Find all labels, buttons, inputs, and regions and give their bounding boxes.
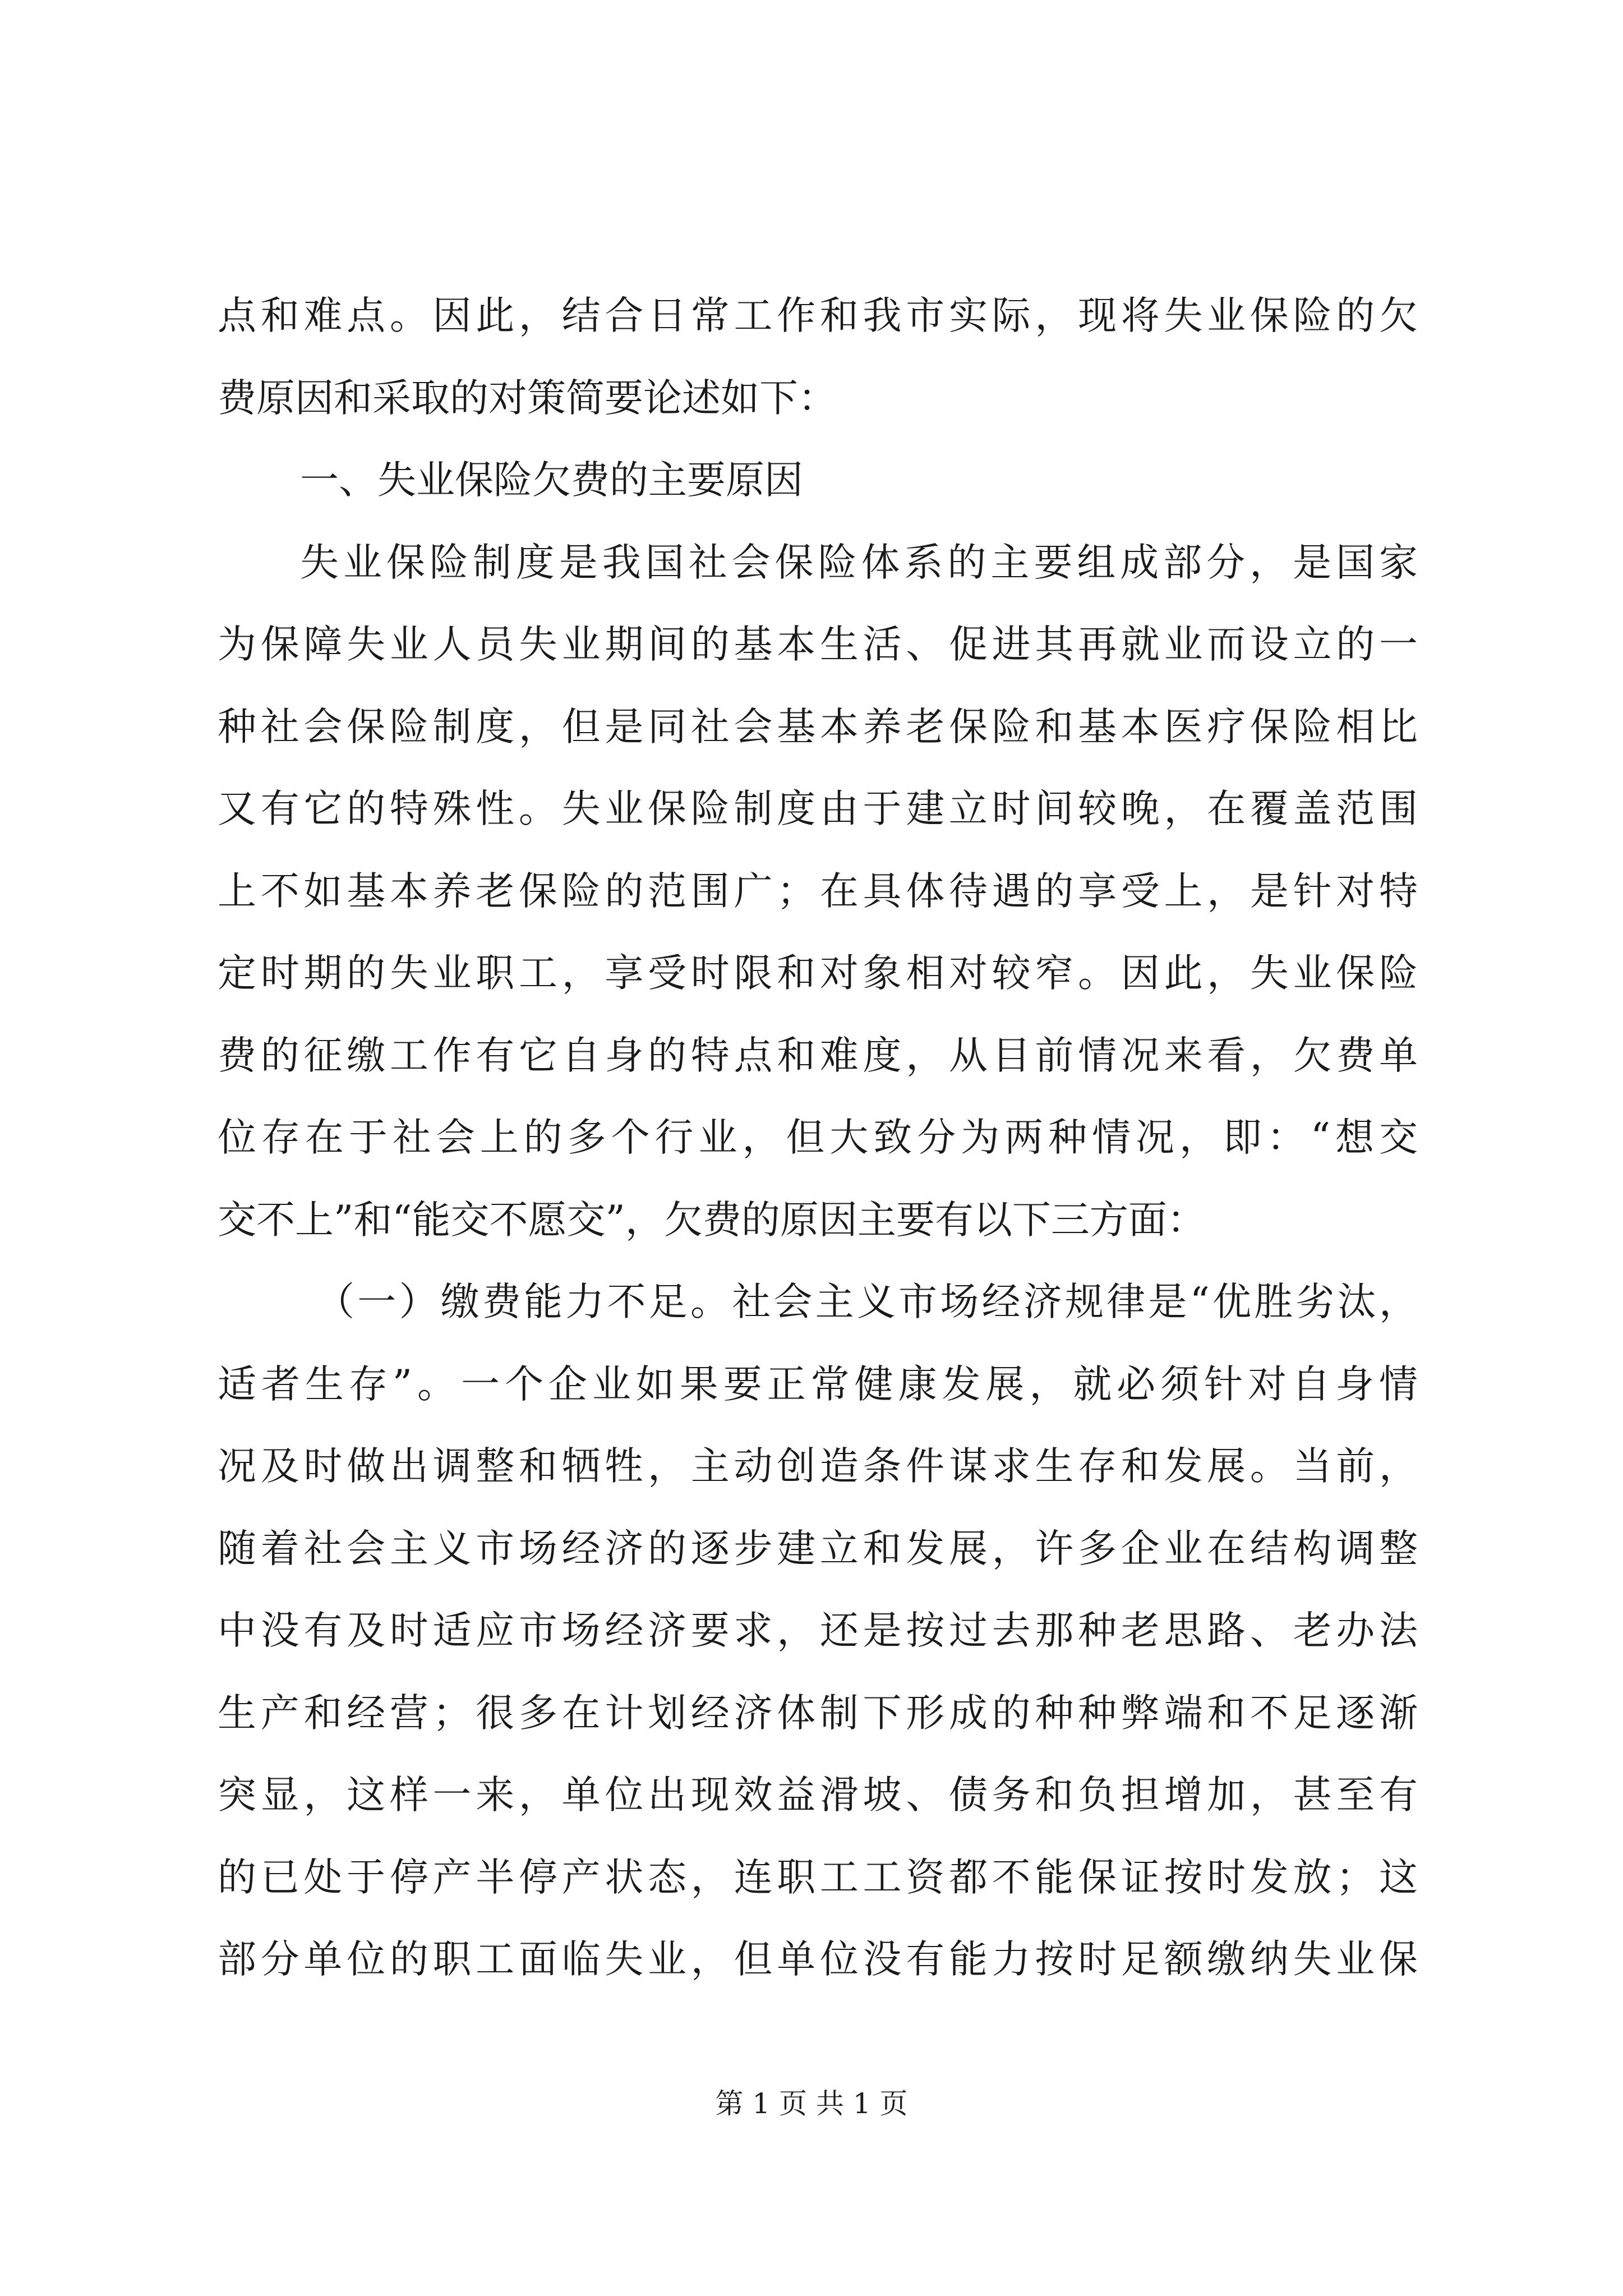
section-heading: 一、失业保险欠费的主要原因 — [300, 458, 803, 503]
paragraph-line: 又有它的特殊性。失业保险制度由于建立时间较晚，在覆盖范围 — [218, 786, 1418, 831]
paragraph-line: 费原因和采取的对策简要论述如下： — [218, 375, 837, 421]
paragraph-line: 部分单位的职工面临失业，但单位没有能力按时足额缴纳失业保 — [218, 1937, 1418, 1982]
paragraph-line: 定时期的失业职工，享受时限和对象相对较窄。因此，失业保险 — [218, 951, 1418, 996]
paragraph-line: 交不上”和“能交不愿交”，欠费的原因主要有以下三方面： — [218, 1197, 1206, 1243]
document-body — [218, 275, 1418, 2001]
paragraph-line: 适者生存”。一个企业如果要正常健康发展，就必须针对自身情 — [218, 1361, 1418, 1407]
paragraph-line: （一）缴费能力不足。社会主义市场经济规律是“优胜劣汰， — [316, 1280, 1418, 1324]
paragraph-line: 的已处于停产半停产状态，连职工工资都不能保证按时发放；这 — [218, 1855, 1418, 1900]
paragraph-line: 为保障失业人员失业期间的基本生活、促进其再就业而设立的一 — [218, 622, 1418, 667]
page-number-footer: 第 1 页 共 1 页 — [715, 2087, 908, 2120]
paragraph-line: 中没有及时适应市场经济要求，还是按过去那种老思路、老办法 — [218, 1608, 1418, 1653]
paragraph-line: 况及时做出调整和牺牲，主动创造条件谋求生存和发展。当前， — [218, 1444, 1418, 1489]
paragraph-line: 点和难点。因此，结合日常工作和我市实际，现将失业保险的欠 — [218, 293, 1418, 338]
paragraph-line: 失业保险制度是我国社会保险体系的主要组成部分，是国家 — [300, 540, 1418, 585]
paragraph-line: 突显，这样一来，单位出现效益滑坡、债务和负担增加，甚至有 — [218, 1773, 1418, 1818]
paragraph-line: 生产和经营；很多在计划经济体制下形成的种种弊端和不足逐渐 — [218, 1690, 1418, 1736]
paragraph-line: 随着社会主义市场经济的逐步建立和发展，许多企业在结构调整 — [218, 1526, 1418, 1571]
paragraph-line: 种社会保险制度，但是同社会基本养老保险和基本医疗保险相比 — [218, 704, 1418, 749]
paragraph-line: 上不如基本养老保险的范围广；在具体待遇的享受上，是针对特 — [218, 868, 1418, 914]
paragraph-line: 费的征缴工作有它自身的特点和难度，从目前情况来看，欠费单 — [218, 1033, 1418, 1078]
paragraph-line: 位存在于社会上的多个行业，但大致分为两种情况，即：“想交 — [218, 1115, 1418, 1160]
